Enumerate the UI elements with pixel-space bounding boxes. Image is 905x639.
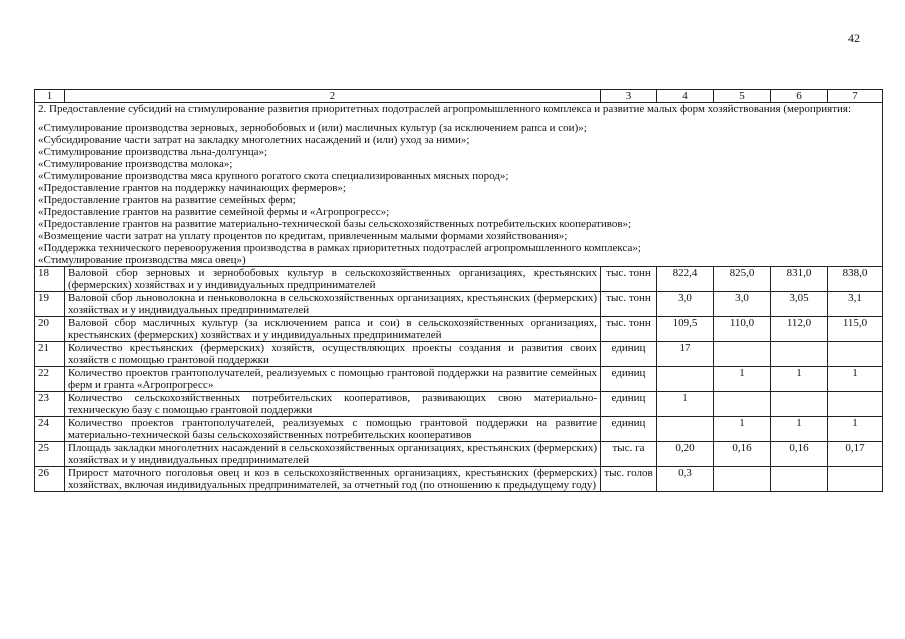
row-number-cell: 18	[35, 267, 65, 292]
value-col4-cell: 17	[657, 342, 714, 367]
value-col7-cell: 115,0	[828, 317, 883, 342]
measure-item: «Предоставление грантов на поддержку начинающих фермеров»;	[38, 182, 346, 194]
value-col5-cell	[714, 342, 771, 367]
value-col5-cell: 110,0	[714, 317, 771, 342]
section-cell	[35, 103, 883, 267]
table-row	[35, 342, 883, 367]
header-cell: 6	[771, 90, 828, 103]
value-col4-cell: 109,5	[657, 317, 714, 342]
value-col5-cell: 3,0	[714, 292, 771, 317]
measure-item: «Предоставление грантов на развитие семейных ферм;	[38, 194, 296, 206]
value-col4-cell	[657, 417, 714, 442]
header-cell: 7	[828, 90, 883, 103]
header-cell: 4	[657, 90, 714, 103]
value-col6-cell: 1	[771, 367, 828, 392]
value-col7-cell: 3,1	[828, 292, 883, 317]
unit-cell: единиц	[601, 392, 657, 417]
table-row	[35, 367, 883, 392]
value-col5-cell	[714, 392, 771, 417]
measure-item: «Возмещение части затрат на уплату процентов по кредитам, привлеченным малыми формами хозяйствования»;	[38, 230, 568, 242]
value-col6-cell: 3,05	[771, 292, 828, 317]
value-col6-cell	[771, 467, 828, 492]
row-number-cell: 23	[35, 392, 65, 417]
value-col5-cell: 0,16	[714, 442, 771, 467]
value-col4-cell	[657, 367, 714, 392]
indicators-table	[34, 89, 883, 492]
value-col6-cell	[771, 342, 828, 367]
value-col6-cell: 0,16	[771, 442, 828, 467]
value-col7-cell	[828, 342, 883, 367]
unit-cell: тыс. голов	[601, 467, 657, 492]
indicator-description-cell: Валовой сбор масличных культур (за исключением рапса и сои) в сельскохозяйственных организациях, крестьянских (фермерских) хозяйствах и у индивидуальных предпринимателей	[65, 317, 601, 342]
measure-item: «Предоставление грантов на развитие семейной фермы и «Агропрогресс»;	[38, 206, 390, 218]
value-col4-cell: 0,20	[657, 442, 714, 467]
value-col4-cell: 0,3	[657, 467, 714, 492]
row-number-cell: 21	[35, 342, 65, 367]
header-cell: 1	[35, 90, 65, 103]
value-col7-cell	[828, 392, 883, 417]
measure-item: «Поддержка технического перевооружения производства в рамках приоритетных подотраслей агропромышленного комплекса»;	[38, 242, 641, 254]
measures-list	[38, 122, 879, 266]
value-col7-cell	[828, 467, 883, 492]
value-col7-cell: 0,17	[828, 442, 883, 467]
value-col7-cell: 1	[828, 367, 883, 392]
value-col5-cell: 1	[714, 367, 771, 392]
value-col6-cell: 112,0	[771, 317, 828, 342]
table-row	[35, 417, 883, 442]
row-number-cell: 22	[35, 367, 65, 392]
value-col7-cell: 838,0	[828, 267, 883, 292]
indicator-description-cell: Площадь закладки многолетних насаждений в сельскохозяйственных организациях, крестьянских (фермерских) хозяйствах и у индивидуальных предпринимателей	[65, 442, 601, 467]
value-col4-cell: 1	[657, 392, 714, 417]
indicator-description-cell: Валовой сбор льноволокна и пеньковолокна в сельскохозяйственных организациях, крестьянских (фермерских) хозяйствах и у индивидуальных предпринимателей	[65, 292, 601, 317]
unit-cell: тыс. тонн	[601, 267, 657, 292]
measure-item: «Стимулирование производства молока»;	[38, 158, 233, 170]
value-col4-cell: 3,0	[657, 292, 714, 317]
row-number-cell: 19	[35, 292, 65, 317]
unit-cell: тыс. тонн	[601, 317, 657, 342]
measure-item: «Стимулирование производства мяса овец»)	[38, 254, 246, 266]
unit-cell: единиц	[601, 417, 657, 442]
table-row	[35, 467, 883, 492]
table-header-row	[35, 90, 883, 103]
section-row	[35, 103, 883, 267]
measure-item: «Предоставление грантов на развитие материально-технической базы сельскохозяйственных потребительских кооперативов»;	[38, 218, 632, 230]
value-col6-cell: 831,0	[771, 267, 828, 292]
indicator-description-cell: Валовой сбор зерновых и зернобобовых культур в сельскохозяйственных организациях, крестьянских (фермерских) хозяйствах и у индивидуальных предпринимателей	[65, 267, 601, 292]
value-col6-cell: 1	[771, 417, 828, 442]
unit-cell: единиц	[601, 342, 657, 367]
table-row	[35, 317, 883, 342]
header-cell: 5	[714, 90, 771, 103]
value-col5-cell	[714, 467, 771, 492]
value-col7-cell: 1	[828, 417, 883, 442]
page-number: 42	[848, 31, 860, 45]
row-number-cell: 25	[35, 442, 65, 467]
value-col4-cell: 822,4	[657, 267, 714, 292]
indicator-description-cell: Количество проектов грантополучателей, реализуемых с помощью грантовой поддержки на развитие семейных ферм и гранта «Агропрогресс»	[65, 367, 601, 392]
row-number-cell: 20	[35, 317, 65, 342]
indicator-description-cell: Прирост маточного поголовья овец и коз в сельскохозяйственных организациях, крестьянских (фермерских) хозяйствах, включая индивидуальных предпринимателей, за отчетный год (по отношению к предыдущему году)	[65, 467, 601, 492]
measure-item: «Стимулирование производства зерновых, зернобобовых и (или) масличных культур (за исключением рапса и сои)»;	[38, 122, 587, 134]
measure-item: «Стимулирование производства льна-долгунца»;	[38, 146, 268, 158]
value-col5-cell: 1	[714, 417, 771, 442]
value-col5-cell: 825,0	[714, 267, 771, 292]
unit-cell: тыс. га	[601, 442, 657, 467]
unit-cell: тыс. тонн	[601, 292, 657, 317]
measure-item: «Субсидирование части затрат на закладку многолетних насаждений и (или) уход за ними»;	[38, 134, 470, 146]
header-cell: 3	[601, 90, 657, 103]
row-number-cell: 26	[35, 467, 65, 492]
table-row	[35, 442, 883, 467]
header-cell: 2	[65, 90, 601, 103]
table-row	[35, 267, 883, 292]
measure-item: «Стимулирование производства мяса крупного рогатого скота специализированных мясных пород»;	[38, 170, 509, 182]
table-row	[35, 292, 883, 317]
table-row	[35, 392, 883, 417]
unit-cell: единиц	[601, 367, 657, 392]
indicator-description-cell: Количество сельскохозяйственных потребительских кооперативов, развивающих свою материально-техническую базу с помощью грантовой поддержки	[65, 392, 601, 417]
value-col6-cell	[771, 392, 828, 417]
row-number-cell: 24	[35, 417, 65, 442]
indicator-description-cell: Количество проектов грантополучателей, реализуемых с помощью грантовой поддержки на развитие материально-технической базы сельскохозяйственных потребительских кооперативов	[65, 417, 601, 442]
section-title: 2. Предоставление субсидий на стимулирование развития приоритетных подотраслей агропромышленного комплекса и развитие малых форм хозяйствования (мероприятия:	[38, 103, 852, 115]
indicator-description-cell: Количество крестьянских (фермерских) хозяйств, осуществляющих проекты создания и развития своих хозяйств с помощью грантовой поддержки	[65, 342, 601, 367]
